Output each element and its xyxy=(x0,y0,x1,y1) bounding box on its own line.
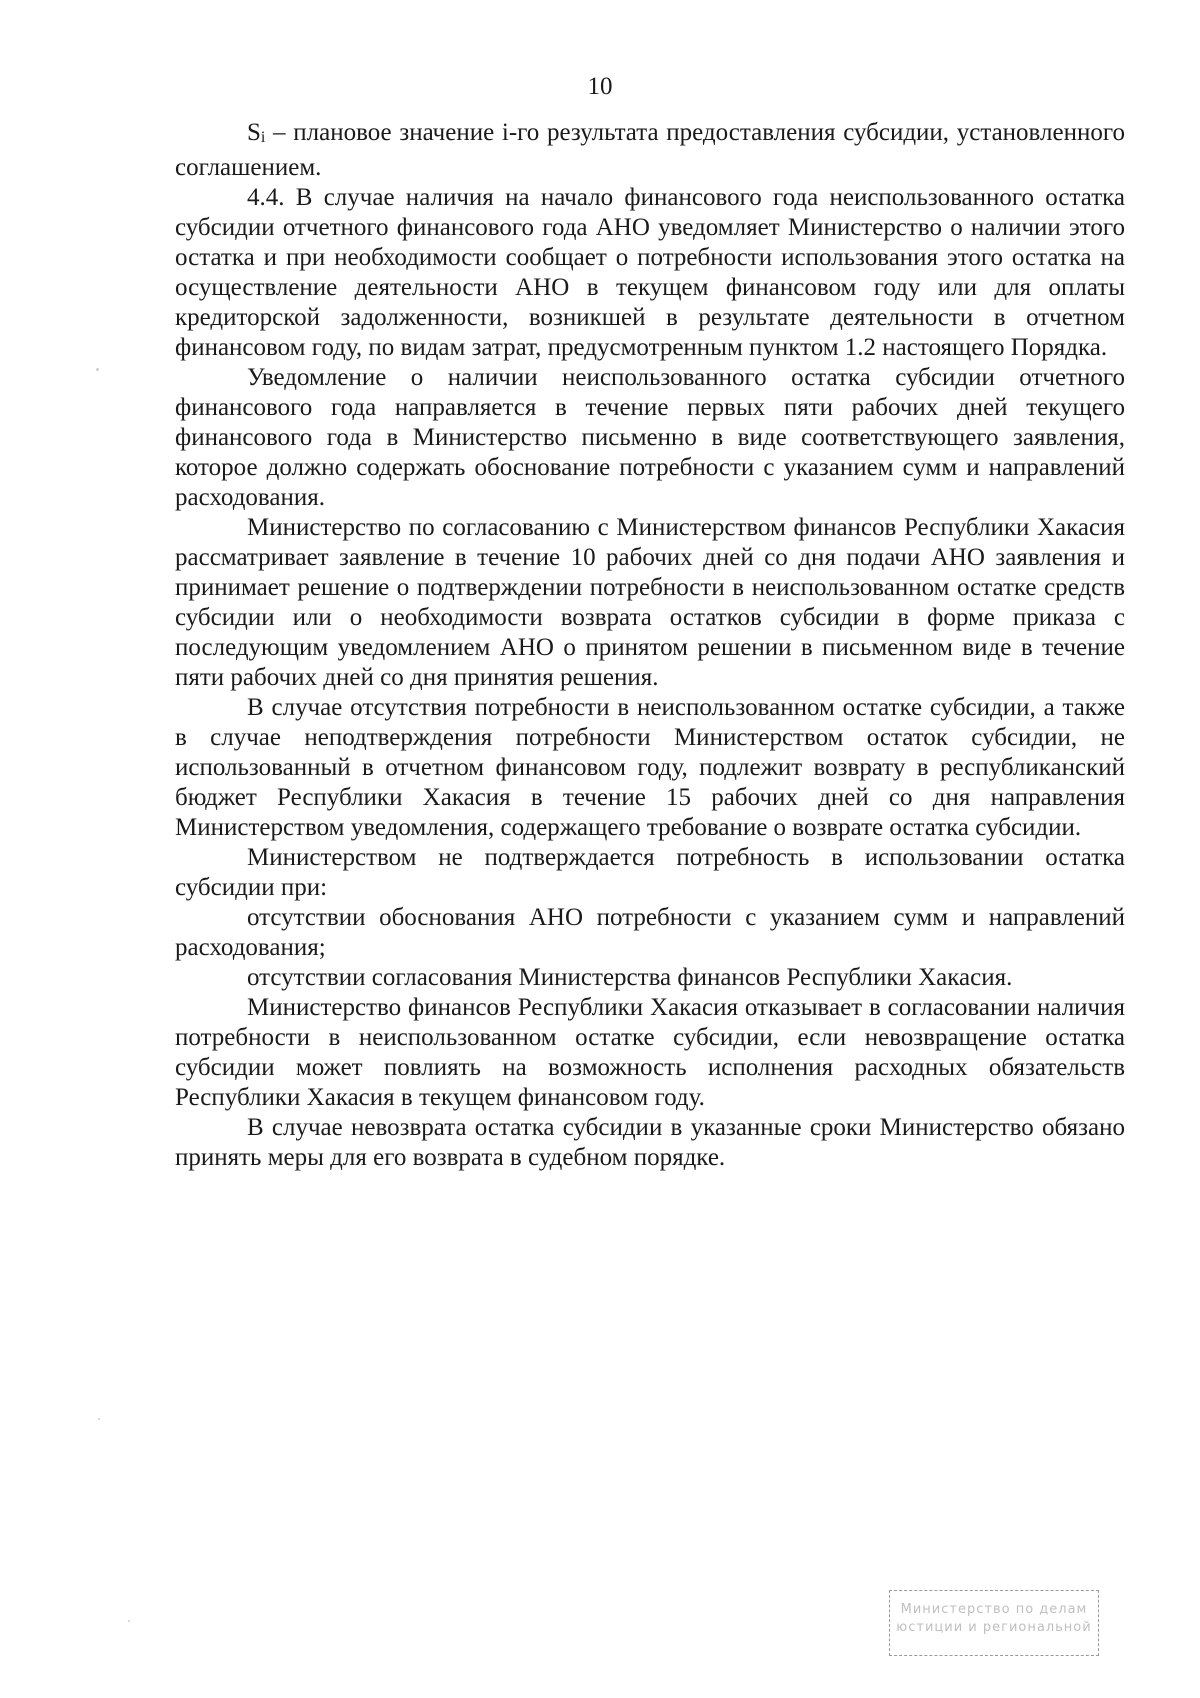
page-number: 10 xyxy=(587,73,613,100)
paragraph-not-confirmed: Министерством не подтверждается потребность в использовании остатка субсидии при: xyxy=(175,844,1125,901)
list-item-no-justification: отсутствии обоснования АНО потребности с указанием сумм и направлений расходования; xyxy=(175,904,1125,961)
scan-speck xyxy=(96,368,99,371)
paragraph-notification: Уведомление о наличии неиспользованного остатка субсидии отчетного финансового года направляется в течение первых пяти рабочих дней текущего финансового года в Министерство письменно в виде соответствующего заявления, которое должно содержать обоснование потребности с указанием сумм и направлений расходования. xyxy=(175,364,1125,511)
scan-speck xyxy=(128,1620,130,1622)
document-body xyxy=(175,118,1125,1173)
list-item-no-approval: отсутствии согласования Министерства финансов Республики Хакасия. xyxy=(247,964,1013,991)
paragraph-definition xyxy=(175,118,1125,183)
stamp-line-2: юстиции и региональной xyxy=(896,1620,1092,1635)
definition-text: – плановое значение i-го результата предоставления субсидии, установленного соглашением. xyxy=(175,119,1125,181)
paragraph-return-residual: В случае отсутствия потребности в неиспользованном остатке субсидии, а также в случае неподтверждения потребности Министерством остаток субсидии, не использованный в отчетном финансовом году, подлежит возврату в республиканский бюджет Республики Хакасия в течение 15 рабочих дней со дня направления Министерством уведомления, содержащего требование о возврате остатка субсидии. xyxy=(175,694,1125,841)
paragraph-4-4: 4.4. В случае наличия на начало финансового года неиспользованного остатка субсидии отчетного финансового года АНО уведомляет Министерство о наличии этого остатка и при необходимости сообщает о потребности использования этого остатка на осуществление деятельности АНО в текущем финансовом году или для оплаты кредиторской задолженности, возникшей в результате деятельности в отчетном финансовом году, по видам затрат, предусмотренным пунктом 1.2 настоящего Порядка. xyxy=(175,184,1125,361)
symbol-subscript: i xyxy=(260,129,266,146)
paragraph-ministry-review: Министерство по согласованию с Министерством финансов Республики Хакасия рассматривает заявление в течение 10 рабочих дней со дня подачи АНО заявления и принимает решение о подтверждении потребности в неиспользованном остатке средств субсидии или о необходимости возврата остатков субсидии в форме приказа с последующим уведомлением АНО о принятом решении в письменном виде в течение пяти рабочих дней со дня принятия решения. xyxy=(175,514,1125,691)
paragraph-finance-refusal: Министерство финансов Республики Хакасия отказывает в согласовании наличия потребности в неиспользованном остатке субсидии, если невозвращение остатка субсидии может повлиять на возможность исполнения расходных обязательств Республики Хакасия в текущем финансовом году. xyxy=(175,994,1125,1111)
stamp-line-1: Министерство по делам xyxy=(900,1602,1088,1617)
paragraph-court-return: В случае невозврата остатка субсидии в указанные сроки Министерство обязано принять меры для его возврата в судебном порядке. xyxy=(175,1114,1125,1171)
registration-stamp xyxy=(889,1590,1099,1656)
scan-speck xyxy=(98,1418,100,1420)
symbol-s: S xyxy=(247,119,261,146)
